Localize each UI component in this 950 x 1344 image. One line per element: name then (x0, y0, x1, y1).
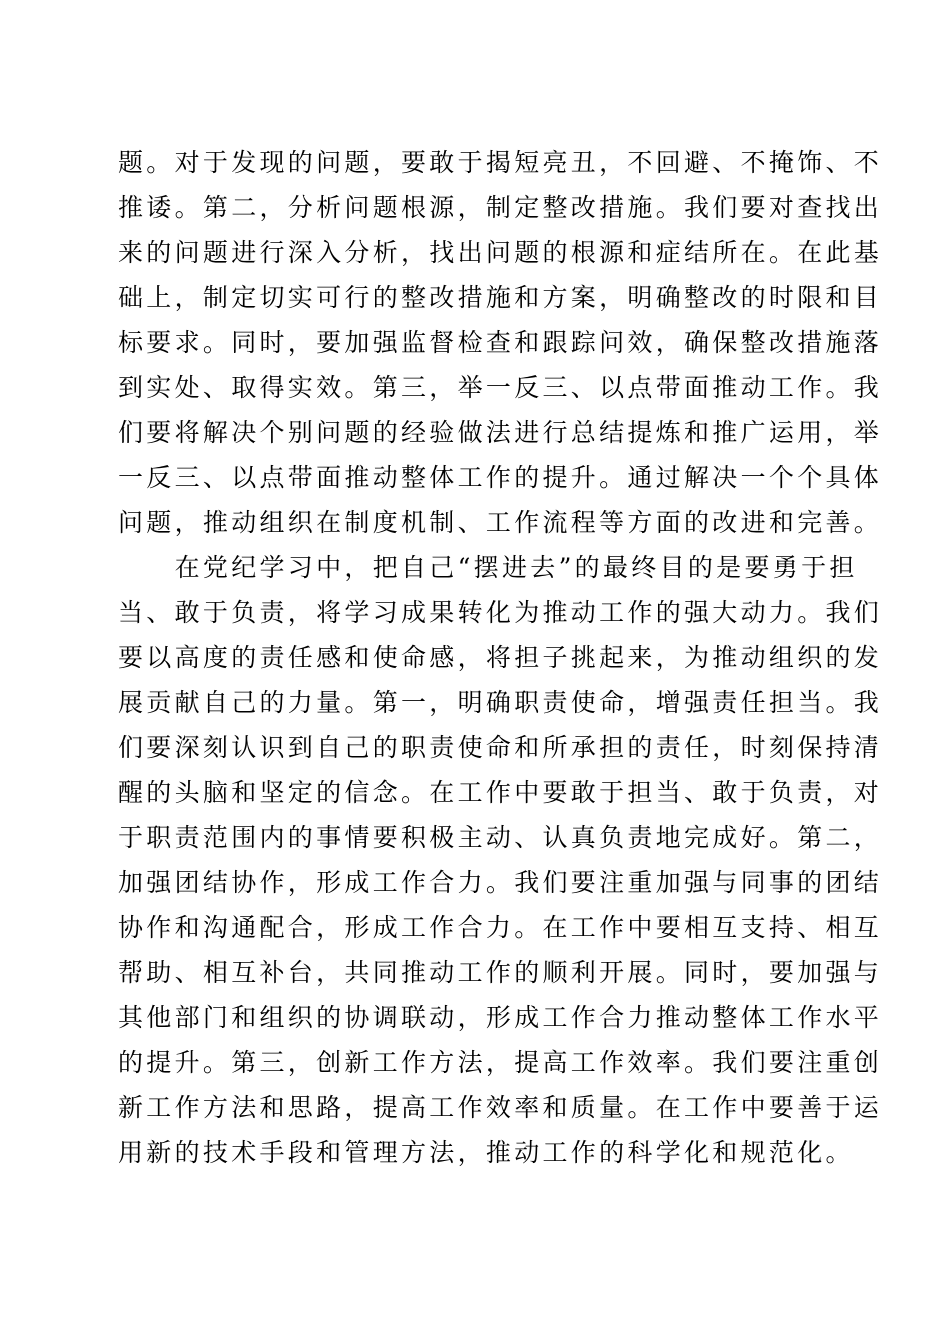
paragraph-line: 问题，推动组织在制度机制、工作流程等方面的改进和完善。 (118, 508, 883, 537)
paragraph-line: 推诿。第二，分析问题根源，制定整改措施。我们要对查找出 (118, 193, 883, 222)
paragraph-line: 础上，制定切实可行的整改措施和方案，明确整改的时限和目 (118, 283, 883, 312)
paragraph-1 (118, 140, 883, 545)
paragraph-line: 当、敢于负责，将学习成果转化为推动工作的强大动力。我们 (118, 598, 883, 627)
paragraph-line: 协作和沟通配合，形成工作合力。在工作中要相互支持、相互 (118, 913, 883, 942)
paragraph-line: 标要求。同时，要加强监督检查和跟踪问效，确保整改措施落 (118, 328, 883, 357)
paragraph-line: 于职责范围内的事情要积极主动、认真负责地完成好。第二， (118, 823, 883, 852)
paragraph-line: 展贡献自己的力量。第一，明确职责使命，增强责任担当。我 (118, 688, 883, 717)
paragraph-line: 题。对于发现的问题，要敢于揭短亮丑，不回避、不掩饰、不 (118, 148, 883, 177)
paragraph-line: 的提升。第三，创新工作方法，提高工作效率。我们要注重创 (118, 1048, 883, 1077)
paragraph-line: 们要将解决个别问题的经验做法进行总结提炼和推广运用，举 (118, 418, 883, 447)
paragraph-line: 要以高度的责任感和使命感，将担子挑起来，为推动组织的发 (118, 643, 883, 672)
paragraph-line: 加强团结协作，形成工作合力。我们要注重加强与同事的团结 (118, 868, 883, 897)
paragraph-line: 一反三、以点带面推动整体工作的提升。通过解决一个个具体 (118, 463, 883, 492)
paragraph-line: 在党纪学习中，把自己“摆进去”的最终目的是要勇于担 (118, 553, 858, 582)
paragraph-2 (118, 545, 883, 1175)
paragraph-line: 到实处、取得实效。第三，举一反三、以点带面推动工作。我 (118, 373, 883, 402)
paragraph-line: 其他部门和组织的协调联动，形成工作合力推动整体工作水平 (118, 1003, 883, 1032)
paragraph-line: 来的问题进行深入分析，找出问题的根源和症结所在。在此基 (118, 238, 883, 267)
paragraph-line: 醒的头脑和坚定的信念。在工作中要敢于担当、敢于负责，对 (118, 778, 883, 807)
paragraph-line: 用新的技术手段和管理方法，推动工作的科学化和规范化。 (118, 1138, 854, 1167)
paragraph-line: 们要深刻认识到自己的职责使命和所承担的责任，时刻保持清 (118, 733, 883, 762)
paragraph-line: 帮助、相互补台，共同推动工作的顺利开展。同时，要加强与 (118, 958, 883, 987)
paragraph-line: 新工作方法和思路，提高工作效率和质量。在工作中要善于运 (118, 1093, 883, 1122)
